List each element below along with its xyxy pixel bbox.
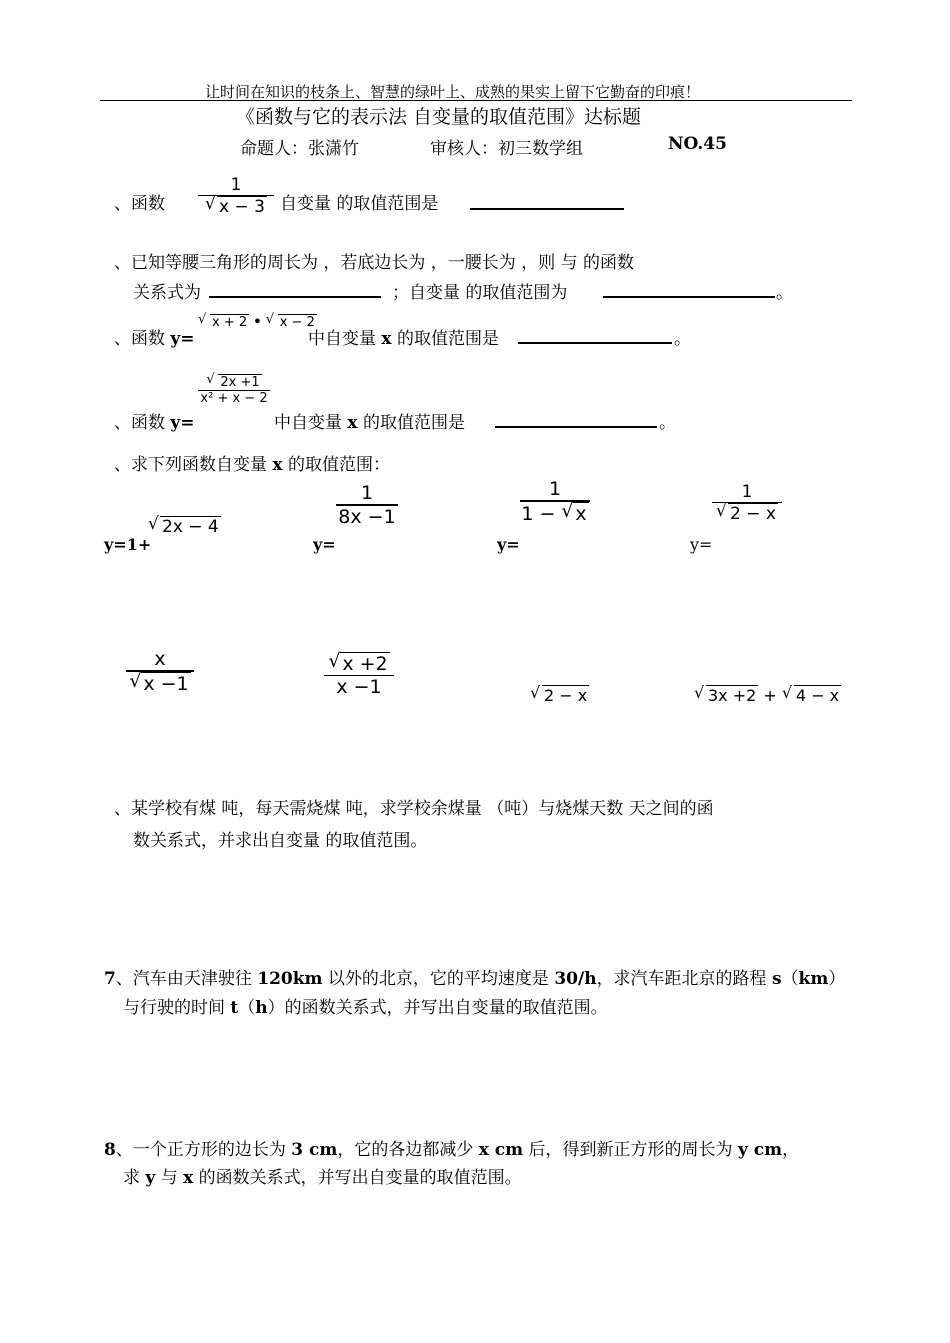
q6-line1: 、某学校有煤 吨，每天需烧煤 吨，求学校余煤量 （吨）与烧煤天数 天之间的函: [114, 799, 714, 819]
q3-end-mark: 。: [674, 329, 691, 349]
q5-f1-formula: √ 2x − 4: [148, 514, 219, 537]
page-title: 《函数与它的表示法 自变量的取值范围》达标题: [236, 106, 642, 128]
q5-f8-formula: √ 3x +2 + √ 4 − x: [694, 683, 840, 705]
q5-prompt: 、求下列函数自变量 x 的取值范围：: [114, 455, 390, 475]
header-motto: 让时间在知识的枝条上、智慧的绿叶上、成熟的果实上留下它勤奋的印痕！: [205, 83, 701, 101]
q5-f2-prefix: y=: [313, 535, 336, 554]
q1-answer-blank[interactable]: [470, 192, 624, 210]
q3-prefix: 、函数: [114, 329, 171, 349]
q1-fraction: 1 √ x − 3: [198, 175, 274, 217]
q2-answer-blank-2[interactable]: [603, 280, 775, 298]
q3-answer-blank[interactable]: [518, 326, 672, 344]
q1-suffix: 自变量 的取值范围是: [280, 194, 439, 214]
q4-answer-blank[interactable]: [495, 410, 657, 428]
q4-num-radicand: 2x +1: [220, 375, 260, 390]
q5-f6-fraction: √ x +2 x −1: [324, 652, 394, 698]
q5-f4-prefix: y=: [690, 535, 713, 554]
q4-line: 、函数 y=: [114, 413, 195, 433]
q3-y: y=: [170, 329, 195, 349]
q2-end-mark: 。: [776, 283, 793, 303]
doc-number: NO.45: [668, 134, 727, 154]
q4-suffix: 中自变量 x 的取值范围是: [274, 413, 465, 433]
q1-prefix: 、函数: [114, 194, 165, 214]
q5-f3-prefix: y=: [497, 535, 520, 554]
q7-line2: 与行驶的时间 t（h）的函数关系式，并写出自变量的取值范围。: [123, 998, 608, 1018]
q5-f2-fraction: 1 8x −1: [336, 482, 398, 528]
q2-answer-blank-1[interactable]: [209, 280, 381, 298]
q3-rad1: x + 2: [212, 315, 248, 330]
q2-line2-a: 关系式为: [133, 283, 201, 303]
q5-f7-formula: √ 2 − x: [530, 683, 588, 705]
q5-f1-prefix: y=1+: [104, 535, 152, 554]
q4-fraction: √ 2x +1 x² + x − 2: [198, 374, 270, 406]
q8-line2: 求 y 与 x 的函数关系式，并写出自变量的取值范围。: [123, 1168, 522, 1188]
q4-end-mark: 。: [659, 413, 676, 433]
q5-f3-fraction: 1 1 − √ x: [520, 478, 590, 525]
reviewer-label: 审核人：初三数学组: [430, 139, 583, 159]
q3-rad2: x − 2: [279, 315, 315, 330]
q1-radicand: x − 3: [219, 197, 265, 217]
q2-line2-b: ；自变量 的取值范围为: [392, 283, 568, 303]
author-label: 命题人：张潇竹: [240, 139, 359, 159]
q3-suffix: 中自变量 x 的取值范围是: [308, 329, 499, 349]
q3-dot: •: [253, 315, 262, 330]
q4-denominator: x² + x − 2: [200, 391, 268, 406]
q3-line: [114, 324, 195, 349]
q8-line1: 8、一个正方形的边长为 3 cm，它的各边都减少 x cm 后，得到新正方形的周长为 y cm，: [104, 1140, 800, 1160]
q7-line1: 7、汽车由天津驶往 120km 以外的北京，它的平均速度是 30/h，求汽车距北京的路程 s（km）: [104, 969, 846, 989]
q5-f4-fraction: 1 √ 2 − x: [712, 482, 782, 524]
q1-numerator: 1: [230, 175, 242, 195]
header-rule: [100, 100, 852, 101]
q5-f5-fraction: x √ x −1: [126, 648, 194, 695]
q2-line1: 、已知等腰三角形的周长为 ，若底边长为 ，一腰长为 ，则 与 的函数: [114, 253, 635, 273]
q6-line2: 数关系式，并求出自变量 的取值范围。: [133, 831, 428, 851]
q3-formula: √ x + 2 • √ x − 2: [198, 312, 315, 330]
